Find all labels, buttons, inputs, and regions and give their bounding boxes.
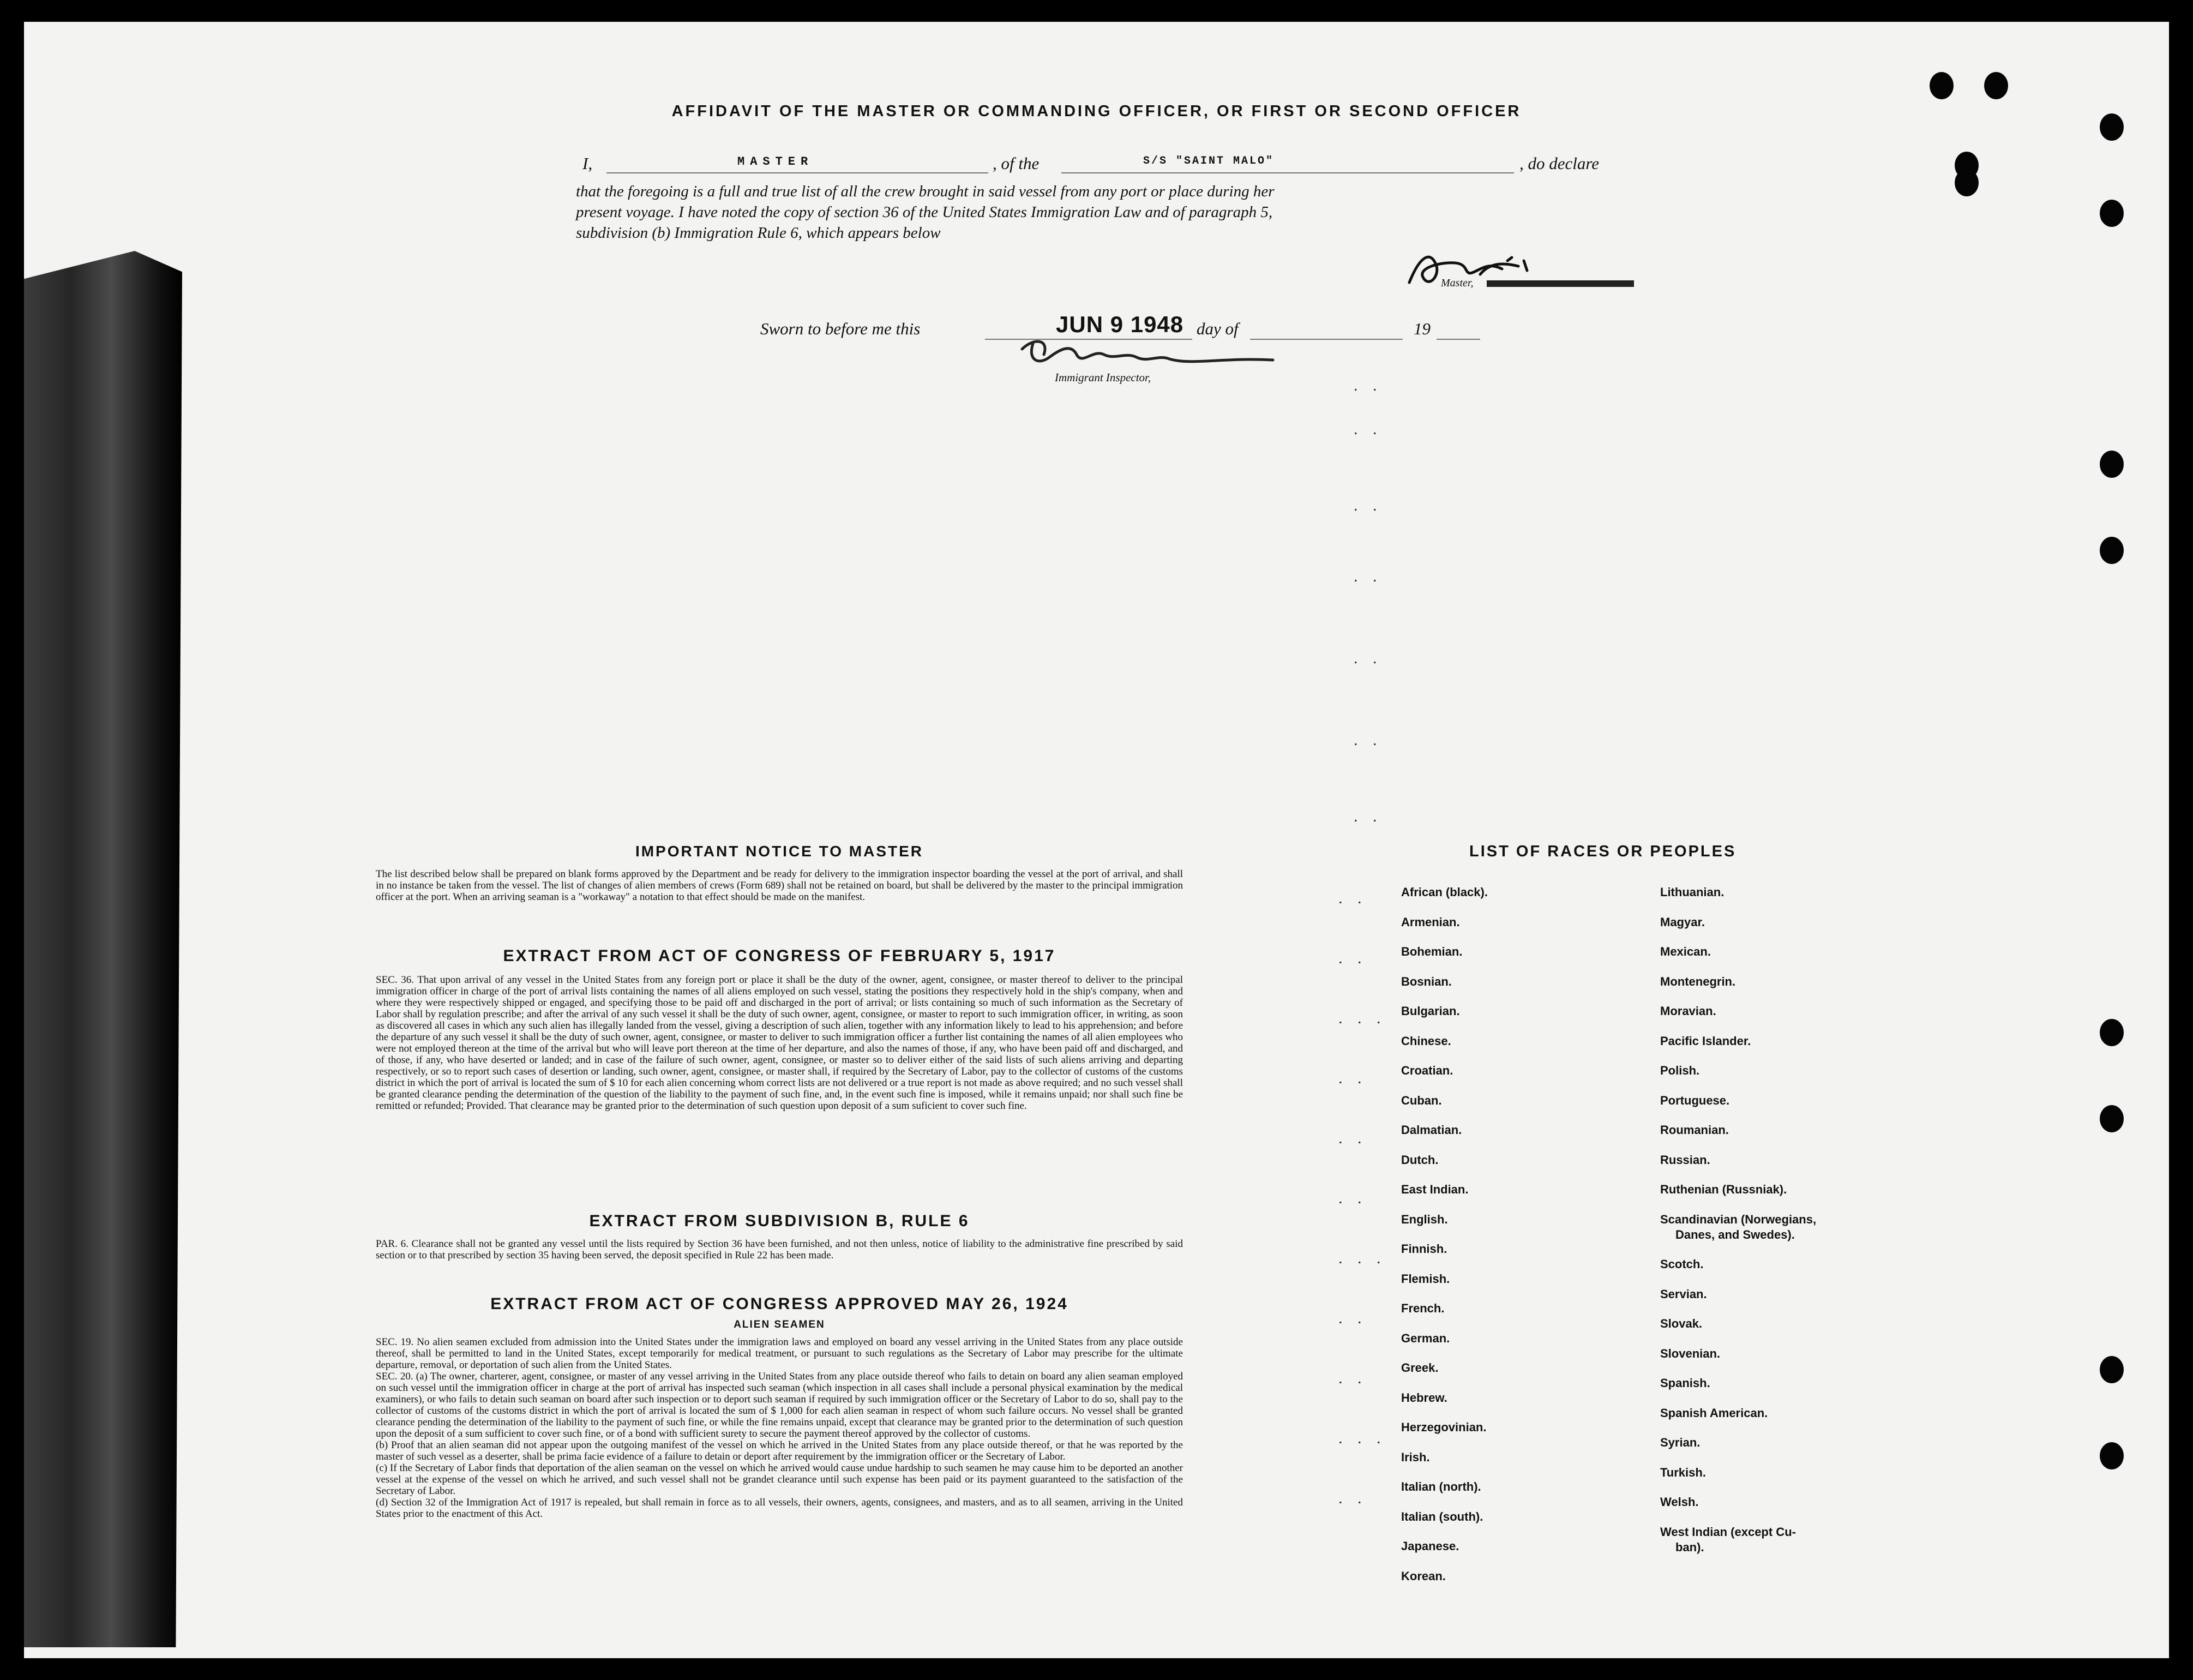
notice-text: The list described below shall be prepared on blank forms approved by the Department and be ready for delivery to the immigration inspector boarding the vessel at the port of arrival, and shall in no instance be taken from the vessel. The list of changes of alien members of crews (Form 689) shall not be retained on board, but shall be delivered by the master to the principal immigration officer at the port. When an arriving seaman is a "workaway" a notation to that effect should be made on the manifest. [376,868,1183,903]
affidavit-body-line: present voyage. I have noted the copy of section 36 of the United States Immigration Law and of paragraph 5, [576,203,1273,221]
date-stamp: JUN 9 1948 [1056,311,1184,337]
punch-hole [1984,72,2008,99]
race-entry: Greek. [1401,1361,1439,1375]
affidavit-body-line: that the foregoing is a full and true list of all the crew brought in said vessel from any port or place during her [576,183,1275,200]
affidavit-body-line: subdivision (b) Immigration Rule 6, which appears below [576,224,941,242]
redaction-bar [1487,280,1634,287]
race-entry: Moravian. [1660,1004,1716,1018]
race-entry: Syrian. [1660,1436,1701,1449]
race-entry: Chinese. [1401,1034,1451,1048]
day-of-label: day of [1197,319,1239,338]
margin-dots: . . [1338,949,1367,967]
race-entry: Lithuanian. [1660,885,1725,899]
race-entry: Italian (north). [1401,1480,1481,1493]
margin-dots: . . [1354,649,1383,667]
race-entry: Italian (south). [1401,1509,1483,1523]
race-entry: Herzegovinian. [1401,1420,1487,1434]
alien-seamen-subheading: ALIEN SEAMEN [734,1319,825,1330]
race-entry: Dutch. [1401,1153,1439,1167]
race-entry: Bohemian. [1401,945,1463,958]
extract-1924-heading: EXTRACT FROM ACT OF CONGRESS APPROVED MAY 26, 1924 [490,1295,1068,1313]
race-entry: Finnish. [1401,1242,1447,1256]
extract-1924-paragraph: SEC. 19. No alien seamen excluded from admission into the United States under the immigration laws and employed on board any vessel arriving in the United States from any place outside thereof, shall be permitted to land in the United States, except temporarily for medical treatment, or pursuant to such regulations as the Secretary of Labor may prescribe for the ultimate departure, removal, or deportation of such alien from the United States. [376,1336,1183,1371]
year-prefix: 19 [1414,319,1431,338]
race-entry: French. [1401,1301,1445,1315]
race-entry: Magyar. [1660,915,1705,929]
extract-1917-heading: EXTRACT FROM ACT OF CONGRESS OF FEBRUARY 5, 1917 [503,947,1056,965]
margin-dots: . . [1338,1369,1367,1387]
officer-value: MASTER [737,155,814,169]
binding-strip [24,251,182,1647]
rule6-text: PAR. 6. Clearance shall not be granted any vessel until the lists required by Section 36 have been furnished, and not then unless, notice of liability to the administrative fine prescribed by said section or to that prescribed by section 35 having been served, the deposit specified in Rule 22 has been made. [376,1238,1183,1261]
race-entry: Spanish American. [1660,1406,1768,1420]
race-entry: Croatian. [1401,1064,1453,1077]
notice-heading: IMPORTANT NOTICE TO MASTER [635,843,924,860]
race-entry: Bulgarian. [1401,1004,1460,1018]
margin-dots: . . [1354,376,1383,394]
race-entry: Cuban. [1401,1093,1442,1107]
margin-dots: . . [1354,420,1383,438]
race-entry: Turkish. [1660,1465,1706,1479]
margin-dots: . . [1338,1069,1367,1087]
affidavit-body [576,181,1639,243]
race-entry: Scandinavian (Norwegians, [1660,1212,1817,1226]
race-entry: German. [1401,1331,1450,1345]
race-entry: Korean. [1401,1569,1446,1583]
race-entry: ban). [1675,1540,1704,1554]
extract-1924-paragraph: (d) Section 32 of the Immigration Act of 1917 is repealed, but shall remain in force as to all vessels, their owners, agents, consignees, and masters, and as to all seamen, arriving in the United States prior to the enactment of this Act. [376,1497,1183,1520]
punch-hole [2100,1356,2124,1383]
punch-hole [2100,1019,2124,1046]
race-entry: Slovenian. [1660,1346,1721,1360]
race-entry: Polish. [1660,1064,1700,1077]
punch-hole [2100,200,2124,227]
race-entry: Bosnian. [1401,974,1452,988]
punch-hole [1930,72,1954,99]
punch-hole [2100,1105,2124,1132]
race-entry: Pacific Islander. [1660,1034,1751,1048]
race-entry: Servian. [1660,1287,1707,1301]
margin-dots: . . [1338,1129,1367,1147]
race-entry: Roumanian. [1660,1123,1729,1137]
race-entry: Hebrew. [1401,1390,1447,1405]
punch-hole [2100,451,2124,478]
margin-dots: . . . [1338,1009,1386,1027]
race-entry: Ruthenian (Russniak). [1660,1183,1787,1196]
races-heading: LIST OF RACES OR PEOPLES [1469,843,1737,860]
race-entry: Danes, and Swedes). [1675,1228,1795,1241]
race-entry: Scotch. [1660,1257,1704,1271]
margin-dots: . . [1354,496,1383,514]
extract-1924-body [376,1336,1183,1520]
margin-dots: . . [1354,567,1383,585]
year-field[interactable] [1437,319,1480,340]
race-entry: West Indian (except Cu- [1660,1525,1796,1539]
i-label: I, [582,154,593,173]
extract-1924-paragraph: SEC. 20. (a) The owner, charterer, agent, consignee, or master of any vessel arriving in the United States from any place outside thereof who fails to detain on board any alien seaman employed on such vessel until the immigration officer in charge at the port of arrival has inspected such seaman (which inspection in all cases shall include a personal physical examination by the medical examiners), or who fails to detain such seaman on board after such inspection or to deport such seaman if required by such immigration officer or the Secretary of Labor to do so, shall pay to the collector of customs of the customs district in which the port of arrival is located the sum of $ 1,000 for each alien seaman in respect of whom such failure occurs. No vessel shall be granted clearance pending the determination of the liability to the payment of such fine, or while the fine remains unpaid, except that clearance may be granted prior to the determination of such question upon the deposit of a sum sufficient to cover such fine, or of a bond with sufficient surety to secure the payment thereof approved by the collector of customs. [376,1371,1183,1439]
affidavit-heading: AFFIDAVIT OF THE MASTER OR COMMANDING OFFICER, OR FIRST OR SECOND OFFICER [671,103,1522,120]
race-entry: Flemish. [1401,1271,1450,1286]
margin-dots: . . . [1338,1249,1386,1267]
race-entry: Montenegrin. [1660,974,1736,988]
margin-dots: . . [1338,1489,1367,1507]
punch-hole [2100,537,2124,564]
margin-dots: . . [1338,889,1367,907]
race-entry: Spanish. [1660,1376,1710,1390]
margin-dots: . . [1354,731,1383,749]
punch-hole [1955,169,1979,196]
margin-dots: . . [1354,807,1383,825]
race-entry: African (black). [1401,885,1488,899]
race-entry: Japanese. [1401,1539,1459,1553]
race-entry: Dalmatian. [1401,1123,1462,1137]
race-entry: Russian. [1660,1153,1710,1167]
margin-dots: . . [1338,1189,1367,1207]
extract-1924-paragraph: (b) Proof that an alien seaman did not appear upon the outgoing manifest of the vessel on which he arrived in the United States from any place outside thereof, or that he was reported by the master of such vessel as a deserter, shall be prima facie evidence of a failure to detain or deport after requirement by the immigration officer or the Secretary of Labor. [376,1439,1183,1462]
sworn-label: Sworn to before me this [760,319,921,338]
do-declare-label: , do declare [1519,154,1600,173]
race-entry: Welsh. [1660,1495,1699,1509]
vessel-value: S/S "SAINT MALO" [1143,155,1275,167]
extract-1917-text: SEC. 36. That upon arrival of any vessel in the United States from any foreign port or place it shall be the duty of the owner, agent, consignee, or master thereof to deliver to the principal immigration officer in charge of the port of arrival lists containing the names of all aliens employed on such vessel, stating the positions they respectively hold in the ship's company, when and where they were respectively shipped or engaged, and specifying those to be paid off and discharged in the port of arrival; or lists containing so much of such information as the Secretary of Labor shall by regulation prescribe; and after the arrival of any such vessel it shall be the duty of such owner, agent, consignee, or master to report to such immigration officer, in writing, as soon as discovered all cases in which any such alien has illegally landed from the vessel, giving a description of such alien, together with any information likely to lead to his apprehension; and before the departure of any such vessel it shall be the duty of such owner, agent, consignee, or master to deliver to such immigration officer a further list containing the names of all alien employees who were not employed thereon at the time of the arrival but who will leave port thereon at the time of her departure, and also the names of those, if any, who have been paid off and discharged, and of those, if any, who have deserted or landed; and in case of the failure of such owner, agent, consignee, or master so to deliver either of the said lists of such aliens arriving and departing respectively, or so to report such cases of desertion or landing, such owner, agent, consignee, or master shall, if required by the Secretary of Labor, pay to the collector of customs of the customs district in which the port of arrival is located the sum of $ 10 for each alien concerning whom correct lists are not delivered or a true report is not made as above required; and no such vessel shall be granted clearance pending the determination of the question of the liability to the payment of such fine, and, in the event such fine is imposed, while it remains unpaid; nor shall such fine be remitted or refunded; Provided. That clearance may be granted prior to the determination of such question upon deposit of a sum suficient to cover such fine. [376,974,1183,1112]
race-entry: Portuguese. [1660,1093,1730,1107]
race-entry: English. [1401,1212,1448,1226]
race-entry: East Indian. [1401,1183,1469,1196]
punch-hole [2100,1442,2124,1469]
inspector-label: Immigrant Inspector, [1055,371,1151,384]
rule6-heading: EXTRACT FROM SUBDIVISION B, RULE 6 [589,1212,970,1230]
extract-1924-paragraph: (c) If the Secretary of Labor finds that deportation of the alien seaman on the vessel on which he arrived would cause undue hardship to such seamen he may cause him to be deported an another vessel at the expense of the vessel on which he arrived, and such vessel shall not be grandet clearance until such expense has been paid or its payment guaranteed to the satisfaction of the Secretary of Labor. [376,1462,1183,1497]
master-label: Master, [1441,277,1474,289]
race-entry: Irish. [1401,1450,1430,1464]
vessel-field[interactable] [1061,154,1514,173]
officer-field[interactable] [606,154,988,173]
race-entry: Mexican. [1660,945,1711,958]
master-signature [1398,244,1540,299]
document-page [24,22,2169,1658]
race-entry: Armenian. [1401,915,1460,929]
margin-dots: . . . [1338,1429,1386,1447]
margin-dots: . . [1338,1309,1367,1327]
of-the-label: , of the [993,154,1040,173]
race-entry: Slovak. [1660,1317,1703,1330]
inspector-signature [1017,333,1278,376]
